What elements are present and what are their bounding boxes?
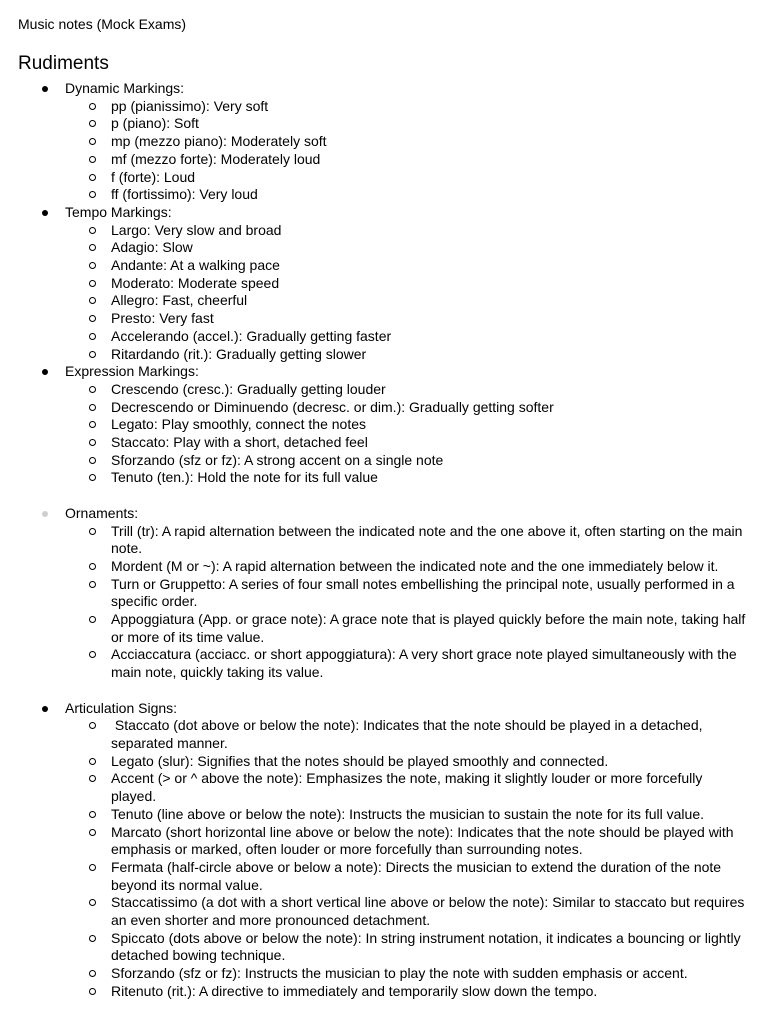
list-item: Sforzando (sfz or fz): A strong accent on a single note — [0, 452, 768, 470]
list-item: Andante: At a walking pace — [0, 257, 768, 275]
list-item: Legato: Play smoothly, connect the notes — [0, 416, 768, 434]
hollow-bullet-icon — [89, 811, 96, 818]
hollow-bullet-icon — [89, 439, 96, 446]
list-item: Accelerando (accel.): Gradually getting faster — [0, 328, 768, 346]
list-item: Staccatissimo (a dot with a short vertical line above or below the note): Similar to staccato but requires an even shorter and more pronounced detachment. — [0, 894, 768, 929]
hollow-bullet-icon — [89, 174, 96, 181]
document-body — [0, 80, 768, 1001]
hollow-bullet-icon — [89, 244, 96, 251]
list-item: Allegro: Fast, cheerful — [0, 292, 768, 310]
hollow-bullet-icon — [89, 970, 96, 977]
hollow-bullet-icon — [89, 581, 96, 588]
filled-bullet-icon — [42, 210, 48, 216]
list-item: Largo: Very slow and broad — [0, 222, 768, 240]
hollow-bullet-icon — [89, 616, 96, 623]
hollow-bullet-icon — [89, 457, 96, 464]
hollow-bullet-icon — [89, 386, 96, 393]
list-item: Ritenuto (rit.): A directive to immediately and temporarily slow down the tempo. — [0, 983, 768, 1001]
bullet-list — [0, 80, 768, 1001]
list-item: Accent (> or ^ above the note): Emphasizes the note, making it slightly louder or more forcefully played. — [0, 770, 768, 805]
list-item: Adagio: Slow — [0, 239, 768, 257]
section-label: Tempo Markings: — [65, 203, 172, 220]
hollow-bullet-icon — [89, 864, 96, 871]
filled-bullet-icon — [42, 86, 48, 92]
list-item: Appoggiatura (App. or grace note): A grace note that is played quickly before the main note, taking half or more of its time value. — [0, 611, 768, 646]
list-item: pp (pianissimo): Very soft — [0, 98, 768, 116]
list-item: Crescendo (cresc.): Gradually getting louder — [0, 381, 768, 399]
hollow-bullet-icon — [89, 829, 96, 836]
hollow-bullet-icon — [89, 156, 96, 163]
hollow-bullet-icon — [89, 651, 96, 658]
hollow-bullet-icon — [89, 120, 96, 127]
list-item: Mordent (M or ~): A rapid alternation between the indicated note and the one immediately below it. — [0, 558, 768, 576]
section-label: Articulation Signs: — [65, 699, 178, 716]
hollow-bullet-icon — [89, 333, 96, 340]
section-expression-markings — [0, 363, 768, 487]
section-tempo-markings — [0, 204, 768, 363]
hollow-bullet-icon — [89, 280, 96, 287]
list-item: Moderato: Moderate speed — [0, 275, 768, 293]
list-item: Fermata (half-circle above or below a note): Directs the musician to extend the duration of the note beyond its normal value. — [0, 859, 768, 894]
section-articulation-signs — [0, 700, 768, 1001]
hollow-bullet-icon — [89, 191, 96, 198]
list-item: mf (mezzo forte): Moderately loud — [0, 151, 768, 169]
section-label: Expression Markings: — [65, 363, 199, 380]
hollow-bullet-icon — [89, 227, 96, 234]
hollow-bullet-icon — [89, 563, 96, 570]
list-item: Staccato (dot above or below the note): Indicates that the note should be played in a detached, separated manner. — [0, 717, 768, 752]
hollow-bullet-icon — [89, 775, 96, 782]
hollow-bullet-icon — [89, 297, 96, 304]
list-item: mp (mezzo piano): Moderately soft — [0, 133, 768, 151]
hollow-bullet-icon — [89, 758, 96, 765]
hollow-bullet-icon — [89, 138, 96, 145]
section-ornaments — [0, 505, 768, 682]
section-label: Ornaments: — [65, 504, 139, 521]
filled-bullet-icon — [42, 706, 48, 712]
list-item: Tenuto (line above or below the note): Instructs the musician to sustain the note for its full value. — [0, 806, 768, 824]
hollow-bullet-icon — [89, 315, 96, 322]
filled-bullet-icon — [42, 369, 48, 375]
list-item: Turn or Gruppetto: A series of four small notes embellishing the principal note, usually performed in a specific order. — [0, 576, 768, 611]
sub-list — [65, 98, 768, 204]
hollow-bullet-icon — [89, 899, 96, 906]
list-item: Ritardando (rit.): Gradually getting slower — [0, 346, 768, 364]
list-item: Tenuto (ten.): Hold the note for its full value — [0, 469, 768, 487]
hollow-bullet-icon — [89, 421, 96, 428]
list-item: Acciaccatura (acciacc. or short appoggiatura): A very short grace note played simultaneously with the main note, quickly taking its value. — [0, 646, 768, 681]
list-item: Staccato: Play with a short, detached feel — [0, 434, 768, 452]
section-label: Dynamic Markings: — [65, 80, 185, 96]
section-dynamic-markings — [0, 80, 768, 204]
list-item: p (piano): Soft — [0, 115, 768, 133]
document-title: Music notes (Mock Exams) — [18, 16, 187, 32]
hollow-bullet-icon — [89, 528, 96, 535]
hollow-bullet-icon — [89, 722, 96, 729]
list-item: Spiccato (dots above or below the note): In string instrument notation, it indicates a bouncing or lightly detached bowing technique. — [0, 930, 768, 965]
list-item: Presto: Very fast — [0, 310, 768, 328]
sub-list — [65, 222, 768, 364]
faded-bullet-icon — [42, 511, 48, 517]
list-item: Trill (tr): A rapid alternation between the indicated note and the one above it, often starting on the main note. — [0, 523, 768, 558]
hollow-bullet-icon — [89, 474, 96, 481]
section-heading: Rudiments — [18, 53, 109, 74]
hollow-bullet-icon — [89, 103, 96, 110]
list-item: Decrescendo or Diminuendo (decresc. or dim.): Gradually getting softer — [0, 399, 768, 417]
sub-list — [65, 381, 768, 487]
sub-list — [65, 523, 768, 682]
hollow-bullet-icon — [89, 988, 96, 995]
hollow-bullet-icon — [89, 351, 96, 358]
list-item: ff (fortissimo): Very loud — [0, 186, 768, 204]
list-item: Marcato (short horizontal line above or below the note): Indicates that the note should be played with emphasis or marked, often louder or more forcefully than surrounding notes. — [0, 824, 768, 859]
sub-list — [65, 717, 768, 1000]
list-item: Sforzando (sfz or fz): Instructs the musician to play the note with sudden emphasis or accent. — [0, 965, 768, 983]
hollow-bullet-icon — [89, 404, 96, 411]
hollow-bullet-icon — [89, 262, 96, 269]
list-item: f (forte): Loud — [0, 169, 768, 187]
list-item: Legato (slur): Signifies that the notes should be played smoothly and connected. — [0, 753, 768, 771]
hollow-bullet-icon — [89, 935, 96, 942]
